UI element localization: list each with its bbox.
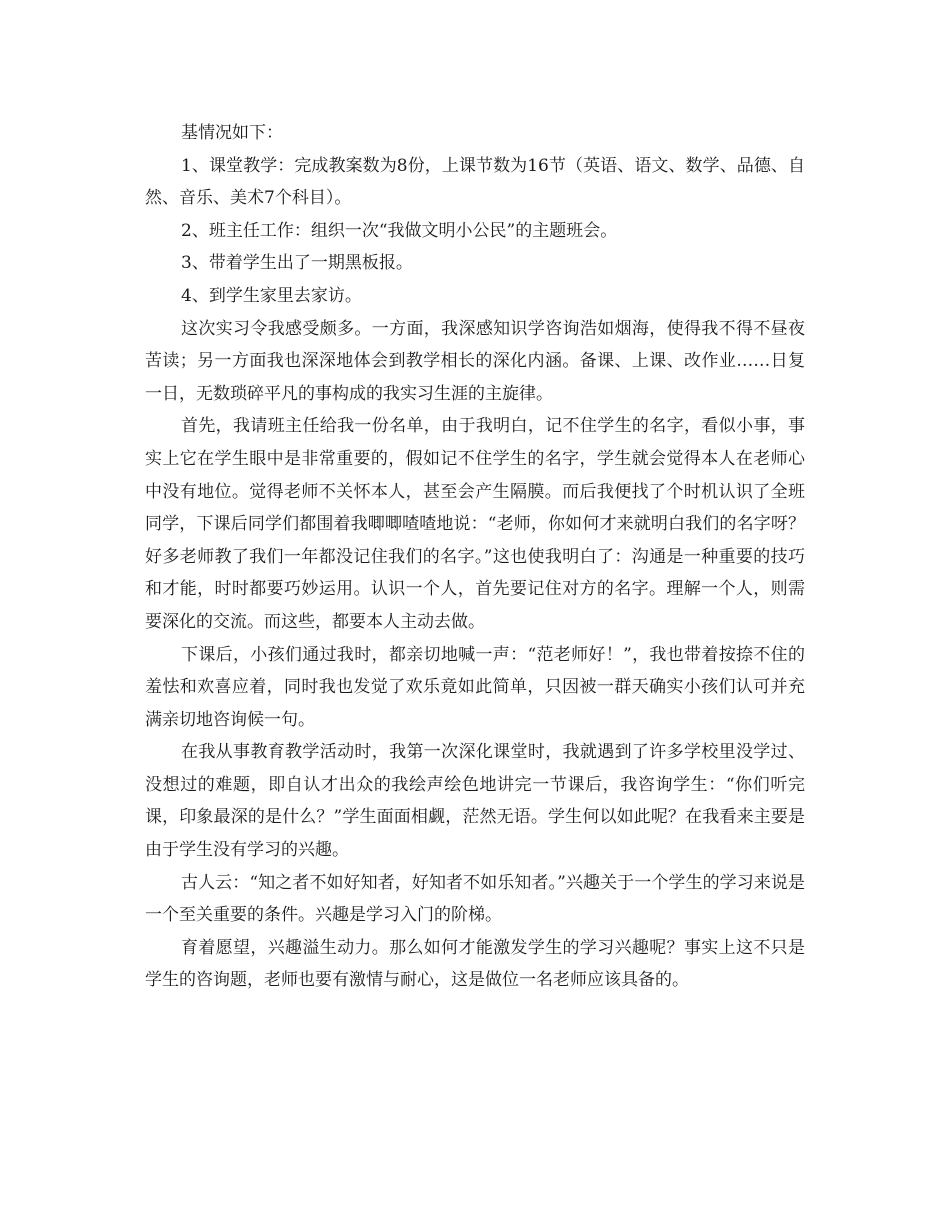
paragraph-reflection: 这次实习令我感受颇多。一方面，我深感知识学咨询浩如烟海，使得我不得不昼夜苦读；另一方面我也深深地体会到教学相长的深化内涵。备课、上课、改作业……日复一日，无数琐碎平凡的事构成的我实习生涯的主旋律。 xyxy=(145,318,805,404)
paragraph-greeting: 下课后，小孩们通过我时，都亲切地喊一声：“范老师好！”，我也带着按捺不住的羞怯和欢喜应着，同时我也发觉了欢乐竟如此简单，只因被一群天确实小孩们认可并充满亲切地咨询候一句。 xyxy=(145,644,805,730)
paragraph-item-3: 3、带着学生出了一期黑板报。 xyxy=(181,253,413,274)
paragraph-item-4: 4、到学生家里去家访。 xyxy=(181,285,362,306)
paragraph-interest: 育着愿望，兴趣溢生动力。那么如何才能激发学生的学习兴趣呢？事实上这不只是学生的咨询题，老师也要有激情与耐心，这是做位一名老师应该具备的。 xyxy=(145,937,805,991)
paragraph-quote: 古人云：“知之者不如好知者，好知者不如乐知者。”兴趣关于一个学生的学习来说是一个至关重要的条件。兴趣是学习入门的阶梯。 xyxy=(145,872,805,926)
paragraph-intro: 基情况如下： xyxy=(181,123,283,143)
paragraph-item-2: 2、班主任工作：组织一次“我做文明小公民”的主题班会。 xyxy=(181,220,618,241)
document-body xyxy=(145,117,805,997)
paragraph-names: 首先，我请班主任给我一份名单，由于我明白，记不住学生的名字，看似小事，事实上它在学生眼中是非常重要的，假如记不住学生的名字，学生就会觉得本人在老师心中没有地位。觉得老师不关怀本人，甚至会产生隔膜。而后我便找了个时机认识了全班同学，下课后同学们都围着我唧唧喳喳地说：“老师，你如何才来就明白我们的名字呀？好多老师教了我们一年都没记住我们的名字。”这也使我明白了：沟通是一种重要的技巧和才能，时时都要巧妙运用。认识一个人，首先要记住对方的名字。理解一个人，则需要深化的交流。而这些，都要本人主动去做。 xyxy=(145,416,805,632)
paragraph-first-class: 在我从事教育教学活动时，我第一次深化课堂时，我就遇到了许多学校里没学过、没想过的难题，即自认才出众的我绘声绘色地讲完一节课后，我咨询学生：“你们听完课，印象最深的是什么？”学生面面相觑，茫然无语。学生何以如此呢？在我看来主要是由于学生没有学习的兴趣。 xyxy=(145,742,805,861)
paragraph-item-1: 1、课堂教学：完成教案数为8份，上课节数为16节（英语、语文、数学、品德、自然、音乐、美术7个科目）。 xyxy=(145,155,805,209)
